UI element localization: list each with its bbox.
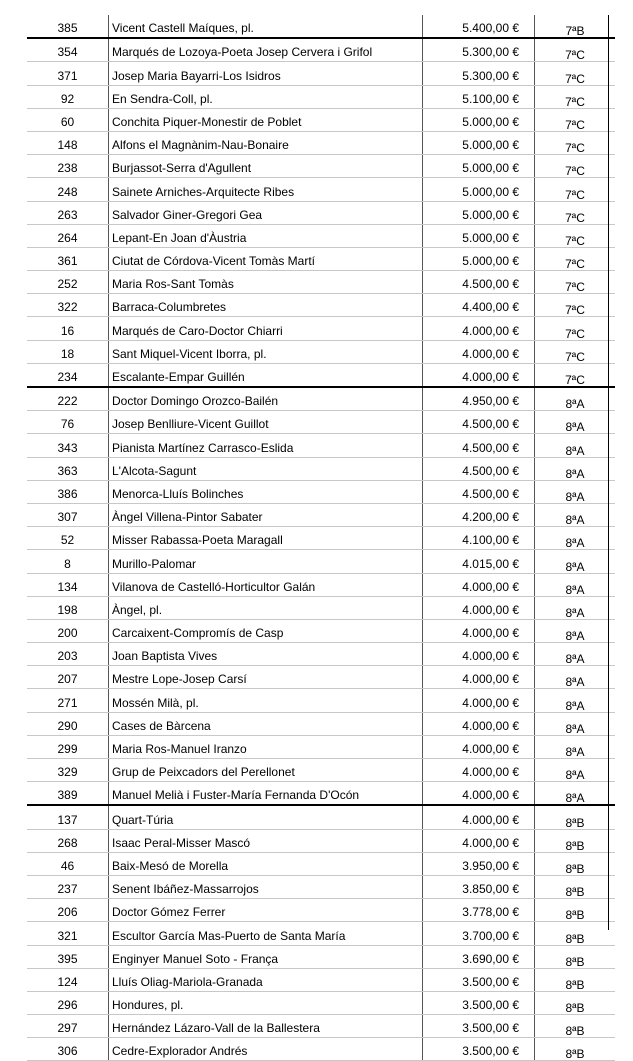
street-name: Lluís Oliag-Mariola-Granada [109, 968, 423, 991]
category: 7ªC [535, 131, 616, 154]
street-name: Salvador Giner-Gregori Gea [109, 201, 423, 224]
street-number: 343 [27, 434, 109, 457]
street-name: Barraca-Columbretes [109, 294, 423, 317]
street-name: Doctor Gómez Ferrer [109, 899, 423, 922]
street-name: Alfons el Magnànim-Nau-Bonaire [109, 131, 423, 154]
street-number: 234 [27, 363, 109, 387]
street-number: 297 [27, 1015, 109, 1038]
table-row [27, 643, 615, 666]
category: 8ªB [535, 1038, 616, 1061]
street-name: Josep Maria Bayarri-Los Isidros [109, 62, 423, 85]
street-name: Maria Ros-Manuel Iranzo [109, 735, 423, 758]
amount: 4.000,00 € [423, 759, 535, 782]
amount: 3.690,00 € [423, 945, 535, 968]
street-number: 124 [27, 968, 109, 991]
street-number: 137 [27, 805, 109, 829]
table-row [27, 271, 615, 294]
street-number: 321 [27, 922, 109, 945]
street-number: 271 [27, 689, 109, 712]
amount: 3.500,00 € [423, 991, 535, 1014]
amount: 4.000,00 € [423, 805, 535, 829]
amount: 3.950,00 € [423, 852, 535, 875]
street-name: Escalante-Empar Guillén [109, 363, 423, 387]
amount: 4.000,00 € [423, 829, 535, 852]
category: 8ªB [535, 968, 616, 991]
street-number: 322 [27, 294, 109, 317]
category: 8ªA [535, 457, 616, 480]
street-name: Conchita Piquer-Monestir de Poblet [109, 108, 423, 131]
street-number: 307 [27, 503, 109, 526]
category: 8ªA [535, 643, 616, 666]
amount: 4.100,00 € [423, 527, 535, 550]
amount: 4.000,00 € [423, 573, 535, 596]
street-number: 237 [27, 875, 109, 898]
street-name: Àngel, pl. [109, 596, 423, 619]
table-row [27, 852, 615, 875]
category: 8ªA [535, 550, 616, 573]
amount: 4.015,00 € [423, 550, 535, 573]
street-number: 296 [27, 991, 109, 1014]
street-number: 60 [27, 108, 109, 131]
category: 8ªB [535, 875, 616, 898]
street-number: 264 [27, 224, 109, 247]
category: 7ªC [535, 85, 616, 108]
street-number: 18 [27, 340, 109, 363]
street-number: 252 [27, 271, 109, 294]
table-row [27, 85, 615, 108]
category: 8ªB [535, 922, 616, 945]
amount: 5.400,00 € [423, 15, 535, 38]
street-number: 248 [27, 178, 109, 201]
table-row [27, 1038, 615, 1061]
category: 8ªA [535, 782, 616, 806]
table-row [27, 875, 615, 898]
category: 8ªB [535, 899, 616, 922]
table-row [27, 294, 615, 317]
street-number: 198 [27, 596, 109, 619]
amount: 4.000,00 € [423, 363, 535, 387]
street-name: Àngel Villena-Pintor Sabater [109, 503, 423, 526]
street-number: 363 [27, 457, 109, 480]
table-row [27, 991, 615, 1014]
table-row [27, 503, 615, 526]
amount: 4.000,00 € [423, 712, 535, 735]
category: 7ªC [535, 363, 616, 387]
category: 8ªA [535, 666, 616, 689]
amount: 3.500,00 € [423, 1038, 535, 1061]
amount: 4.000,00 € [423, 619, 535, 642]
category: 8ªB [535, 852, 616, 875]
street-name: Manuel Melià i Fuster-María Fernanda D'Ocón [109, 782, 423, 806]
street-name: Cases de Bàrcena [109, 712, 423, 735]
street-number: 200 [27, 619, 109, 642]
table-row [27, 805, 615, 829]
street-name: Hernández Lázaro-Vall de la Ballestera [109, 1015, 423, 1038]
street-name: Menorca-Lluís Bolinches [109, 480, 423, 503]
street-name: Mossén Milà, pl. [109, 689, 423, 712]
table-row [27, 201, 615, 224]
amount: 4.500,00 € [423, 457, 535, 480]
amount: 5.000,00 € [423, 108, 535, 131]
amount: 4.200,00 € [423, 503, 535, 526]
category: 8ªB [535, 991, 616, 1014]
category: 8ªA [535, 596, 616, 619]
street-name: Doctor Domingo Orozco-Bailén [109, 387, 423, 411]
street-number: 395 [27, 945, 109, 968]
category: 8ªA [535, 503, 616, 526]
street-name: Murillo-Palomar [109, 550, 423, 573]
table-row [27, 178, 615, 201]
street-number: 148 [27, 131, 109, 154]
street-number: 8 [27, 550, 109, 573]
street-name: Pianista Martínez Carrasco-Eslida [109, 434, 423, 457]
street-name: Vicent Castell Maíques, pl. [109, 15, 423, 38]
street-name: Marqués de Caro-Doctor Chiarri [109, 317, 423, 340]
amount: 4.000,00 € [423, 689, 535, 712]
street-name: Josep Benlliure-Vicent Guillot [109, 411, 423, 434]
street-name: Escultor García Mas-Puerto de Santa María [109, 922, 423, 945]
table-row [27, 712, 615, 735]
street-name: Vilanova de Castelló-Horticultor Galán [109, 573, 423, 596]
street-name: Sainete Arniches-Arquitecte Ribes [109, 178, 423, 201]
table-row [27, 62, 615, 85]
street-number: 385 [27, 15, 109, 38]
category: 7ªC [535, 201, 616, 224]
street-name: Isaac Peral-Misser Mascó [109, 829, 423, 852]
street-name: En Sendra-Coll, pl. [109, 85, 423, 108]
street-number: 329 [27, 759, 109, 782]
category: 8ªA [535, 411, 616, 434]
amount: 5.300,00 € [423, 62, 535, 85]
table-row [27, 782, 615, 806]
amount: 4.000,00 € [423, 596, 535, 619]
street-name: Enginyer Manuel Soto - França [109, 945, 423, 968]
table-row [27, 38, 615, 62]
amount: 5.000,00 € [423, 178, 535, 201]
table-row [27, 550, 615, 573]
amount: 4.000,00 € [423, 782, 535, 806]
category: 7ªC [535, 271, 616, 294]
street-name: Ciutat de Córdova-Vicent Tomàs Martí [109, 247, 423, 270]
category: 8ªA [535, 712, 616, 735]
street-number: 290 [27, 712, 109, 735]
street-name: Maria Ros-Sant Tomàs [109, 271, 423, 294]
street-name: Burjassot-Serra d'Agullent [109, 155, 423, 178]
amount: 4.500,00 € [423, 480, 535, 503]
table-row [27, 666, 615, 689]
amount: 5.300,00 € [423, 38, 535, 62]
street-number: 203 [27, 643, 109, 666]
table-row [27, 224, 615, 247]
amount: 4.000,00 € [423, 340, 535, 363]
table-row [27, 759, 615, 782]
category: 7ªC [535, 38, 616, 62]
amount: 5.000,00 € [423, 224, 535, 247]
category: 8ªA [535, 689, 616, 712]
category: 7ªC [535, 294, 616, 317]
amount: 5.000,00 € [423, 201, 535, 224]
table-row [27, 968, 615, 991]
amount: 4.500,00 € [423, 411, 535, 434]
category: 8ªA [535, 387, 616, 411]
street-number: 134 [27, 573, 109, 596]
amount: 3.850,00 € [423, 875, 535, 898]
category: 8ªB [535, 1015, 616, 1038]
category: 7ªB [535, 15, 616, 38]
category: 7ªC [535, 108, 616, 131]
table-row [27, 411, 615, 434]
table-row [27, 131, 615, 154]
category: 7ªC [535, 155, 616, 178]
street-number: 371 [27, 62, 109, 85]
street-name: Cedre-Explorador Andrés [109, 1038, 423, 1061]
category: 8ªA [535, 527, 616, 550]
table-row [27, 155, 615, 178]
category: 8ªA [535, 434, 616, 457]
category: 8ªA [535, 735, 616, 758]
street-name: Senent Ibáñez-Massarrojos [109, 875, 423, 898]
table-row [27, 434, 615, 457]
table-row [27, 527, 615, 550]
category: 7ªC [535, 317, 616, 340]
category: 7ªC [535, 247, 616, 270]
street-name: Sant Miquel-Vicent Iborra, pl. [109, 340, 423, 363]
table-row [27, 829, 615, 852]
amount: 4.400,00 € [423, 294, 535, 317]
table-row [27, 689, 615, 712]
street-name: L'Alcota-Sagunt [109, 457, 423, 480]
street-name: Carcaixent-Compromís de Casp [109, 619, 423, 642]
street-name: Joan Baptista Vives [109, 643, 423, 666]
table-row [27, 15, 615, 38]
street-name: Marqués de Lozoya-Poeta Josep Cervera i Grifol [109, 38, 423, 62]
amount: 3.500,00 € [423, 1015, 535, 1038]
table-body [27, 15, 615, 1061]
amount: 4.000,00 € [423, 735, 535, 758]
street-number: 207 [27, 666, 109, 689]
amount: 3.778,00 € [423, 899, 535, 922]
table-row [27, 387, 615, 411]
street-number: 299 [27, 735, 109, 758]
street-name: Grup de Peixcadors del Perellonet [109, 759, 423, 782]
category: 8ªB [535, 829, 616, 852]
amount: 4.000,00 € [423, 317, 535, 340]
amount: 4.500,00 € [423, 271, 535, 294]
street-number: 386 [27, 480, 109, 503]
street-name: Hondures, pl. [109, 991, 423, 1014]
street-number: 52 [27, 527, 109, 550]
street-category-table [27, 15, 610, 1061]
category: 7ªC [535, 340, 616, 363]
street-number: 263 [27, 201, 109, 224]
street-number: 389 [27, 782, 109, 806]
category: 8ªA [535, 759, 616, 782]
amount: 3.700,00 € [423, 922, 535, 945]
amount: 4.000,00 € [423, 666, 535, 689]
table-row [27, 457, 615, 480]
category: 7ªC [535, 178, 616, 201]
category: 8ªA [535, 480, 616, 503]
category: 8ªA [535, 619, 616, 642]
street-number: 361 [27, 247, 109, 270]
street-number: 16 [27, 317, 109, 340]
category: 7ªC [535, 224, 616, 247]
street-number: 238 [27, 155, 109, 178]
amount: 5.000,00 € [423, 131, 535, 154]
street-name: Mestre Lope-Josep Carsí [109, 666, 423, 689]
table-row [27, 735, 615, 758]
street-name: Quart-Túria [109, 805, 423, 829]
table-row [27, 480, 615, 503]
street-number: 46 [27, 852, 109, 875]
amount: 5.000,00 € [423, 155, 535, 178]
table-row [27, 363, 615, 387]
table-row [27, 340, 615, 363]
category: 8ªA [535, 573, 616, 596]
table-row [27, 247, 615, 270]
street-name: Baix-Mesó de Morella [109, 852, 423, 875]
street-name: Misser Rabassa-Poeta Maragall [109, 527, 423, 550]
street-number: 206 [27, 899, 109, 922]
table-row [27, 108, 615, 131]
street-number: 92 [27, 85, 109, 108]
street-number: 268 [27, 829, 109, 852]
table-row [27, 596, 615, 619]
category: 7ªC [535, 62, 616, 85]
amount: 3.500,00 € [423, 968, 535, 991]
table-row [27, 1015, 615, 1038]
table-row [27, 317, 615, 340]
street-number: 76 [27, 411, 109, 434]
table-row [27, 945, 615, 968]
table-right-border [608, 15, 609, 930]
table-row [27, 573, 615, 596]
table-row [27, 922, 615, 945]
street-number: 222 [27, 387, 109, 411]
category: 8ªB [535, 805, 616, 829]
table-row [27, 619, 615, 642]
table-row [27, 899, 615, 922]
amount: 5.100,00 € [423, 85, 535, 108]
amount: 5.000,00 € [423, 247, 535, 270]
street-number: 306 [27, 1038, 109, 1061]
amount: 4.950,00 € [423, 387, 535, 411]
amount: 4.000,00 € [423, 643, 535, 666]
category: 8ªB [535, 945, 616, 968]
street-name: Lepant-En Joan d'Àustria [109, 224, 423, 247]
amount: 4.500,00 € [423, 434, 535, 457]
street-number: 354 [27, 38, 109, 62]
